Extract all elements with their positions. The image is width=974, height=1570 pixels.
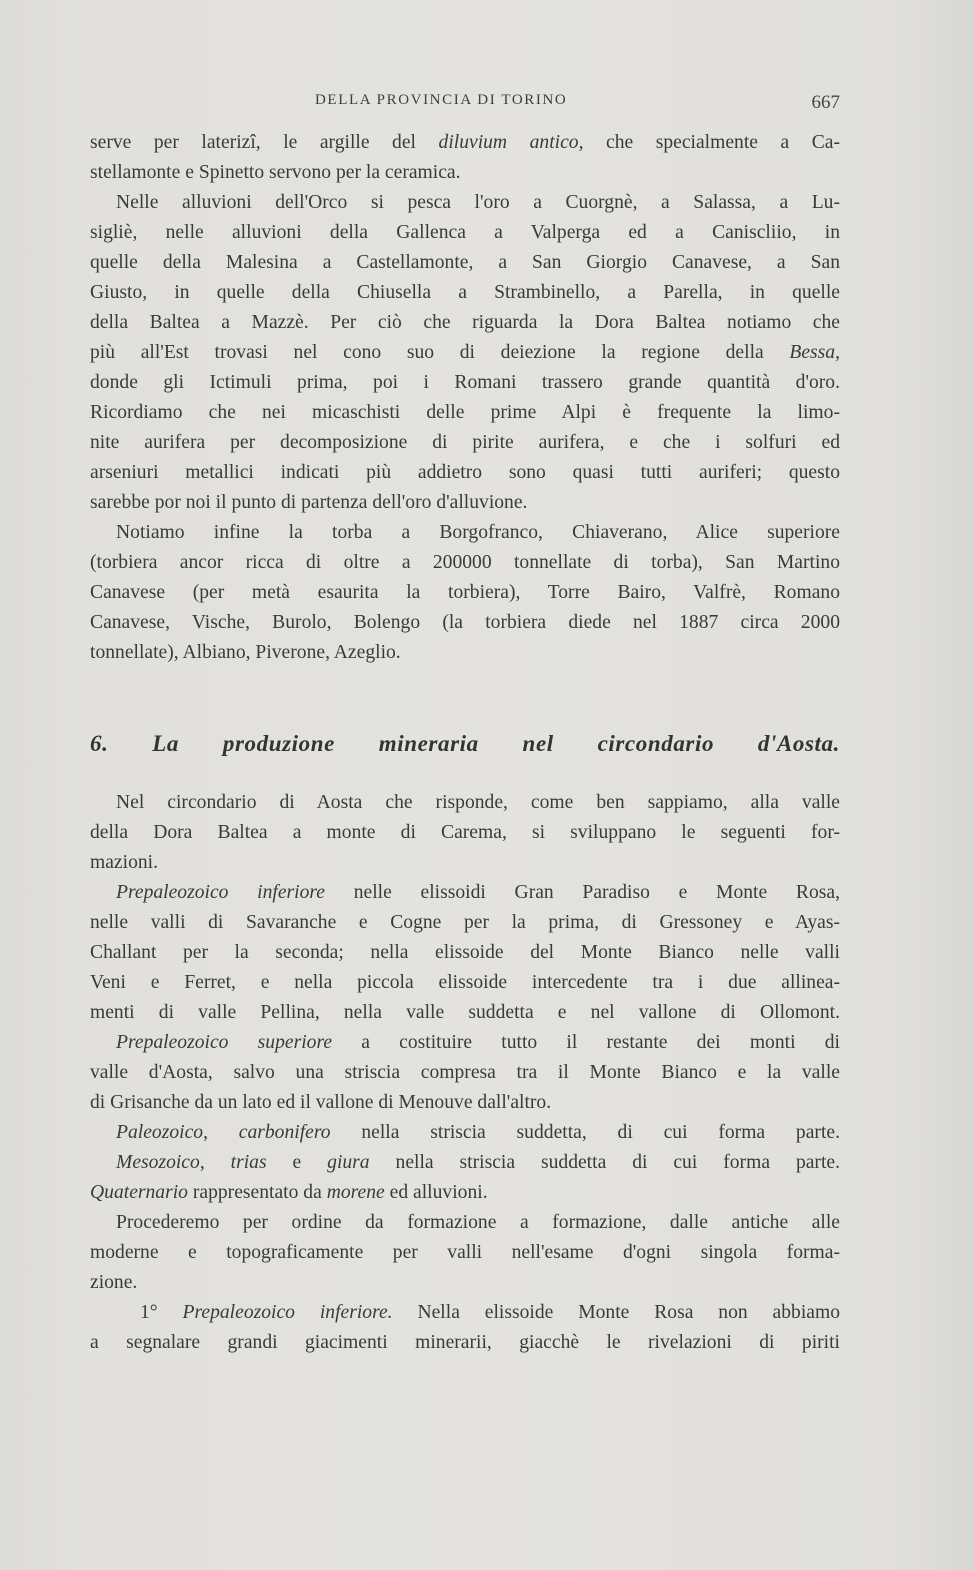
text-line: Giusto, in quelle della Chiusella a Strambinello, a Parella, in quelle — [90, 282, 840, 303]
text-line: stellamonte e Spinetto servono per la ceramica. — [90, 162, 461, 183]
text-line: Challant per la seconda; nella elissoide del Monte Bianco nelle valli — [90, 942, 840, 963]
text-line: Nelle alluvioni dell'Orco si pesca l'oro a Cuorgnè, a Salassa, a Lu- — [116, 192, 840, 213]
paragraph-block-top — [90, 128, 840, 668]
text-line: valle d'Aosta, salvo una striscia compresa tra il Monte Bianco e la valle — [90, 1062, 840, 1083]
paragraph-block-bottom — [90, 788, 840, 1358]
text-line: Notiamo infine la torba a Borgofranco, Chiaverano, Alice superiore — [116, 522, 840, 543]
text-line: zione. — [90, 1272, 138, 1293]
text-line: Nel circondario di Aosta che risponde, come ben sappiamo, alla valle — [116, 792, 840, 813]
text-line: mazioni. — [90, 852, 159, 873]
page-header — [90, 92, 840, 116]
text-line: Canavese (per metà esaurita la torbiera), Torre Bairo, Valfrè, Romano — [90, 582, 840, 603]
text-line: Paleozoico, carbonifero nella striscia suddetta, di cui forma parte. — [116, 1122, 840, 1143]
text-line: a segnalare grandi giacimenti minerarii, giacchè le rivelazioni di piriti — [90, 1332, 840, 1353]
text-line: tonnellate), Albiano, Piverone, Azeglio. — [90, 642, 401, 663]
text-line: nelle valli di Savaranche e Cogne per la prima, di Gressoney e Ayas- — [90, 912, 840, 933]
text-line: Procederemo per ordine da formazione a formazione, dalle antiche alle — [116, 1212, 840, 1233]
text-line: sigliè, nelle alluvioni della Gallenca a Valperga ed a Caniscliio, in — [90, 222, 840, 243]
text-line: Mesozoico, trias e giura nella striscia suddetta di cui forma parte. — [116, 1152, 840, 1173]
text-line: serve per laterizî, le argille del diluvium antico, che specialmente a Ca- — [90, 132, 841, 153]
text-line: della Baltea a Mazzè. Per ciò che riguarda la Dora Baltea notiamo che — [90, 312, 840, 333]
text-line: quelle della Malesina a Castellamonte, a San Giorgio Canavese, a San — [90, 252, 840, 273]
text-line: arseniuri metallici indicati più addietro sono quasi tutti auriferi; questo — [90, 462, 840, 483]
text-line: 1° Prepaleozoico inferiore. Nella elissoide Monte Rosa non abbiamo — [140, 1302, 841, 1323]
text-line: Quaternario rappresentato da morene ed alluvioni. — [90, 1182, 488, 1203]
text-line: moderne e topograficamente per valli nell'esame d'ogni singola forma- — [90, 1242, 840, 1263]
text-line: Prepaleozoico inferiore nelle elissoidi Gran Paradiso e Monte Rosa, — [116, 882, 840, 903]
text-line: donde gli Ictimuli prima, poi i Romani trassero grande quantità d'oro. — [90, 372, 840, 393]
page-number: 667 — [811, 92, 840, 113]
text-line: Veni e Ferret, e nella piccola elissoide intercedente tra i due allinea- — [90, 972, 840, 993]
text-line: della Dora Baltea a monte di Carema, si sviluppano le seguenti for- — [90, 822, 840, 843]
text-line: sarebbe por noi il punto di partenza dell'oro d'alluvione. — [90, 492, 528, 513]
text-line: più all'Est trovasi nel cono suo di deiezione la regione della Bessa, — [90, 342, 840, 363]
text-line: Ricordiamo che nei micaschisti delle prime Alpi è frequente la limo- — [90, 402, 840, 423]
text-line: (torbiera ancor ricca di oltre a 200000 tonnellate di torba), San Martino — [90, 552, 840, 573]
text-line: di Grisanche da un lato ed il vallone di Menouve dall'altro. — [90, 1092, 552, 1113]
section-heading: 6. La produzione mineraria nel circondario d'Aosta. — [90, 731, 840, 756]
running-title: DELLA PROVINCIA DI TORINO — [315, 92, 568, 108]
text-line: menti di valle Pellina, nella valle suddetta e nel vallone di Ollomont. — [90, 1002, 840, 1023]
text-line: Canavese, Vische, Burolo, Bolengo (la torbiera diede nel 1887 circa 2000 — [90, 612, 840, 633]
text-line: Prepaleozoico superiore a costituire tutto il restante dei monti di — [116, 1032, 840, 1053]
text-line: nite aurifera per decomposizione di pirite aurifera, e che i solfuri ed — [90, 432, 840, 453]
